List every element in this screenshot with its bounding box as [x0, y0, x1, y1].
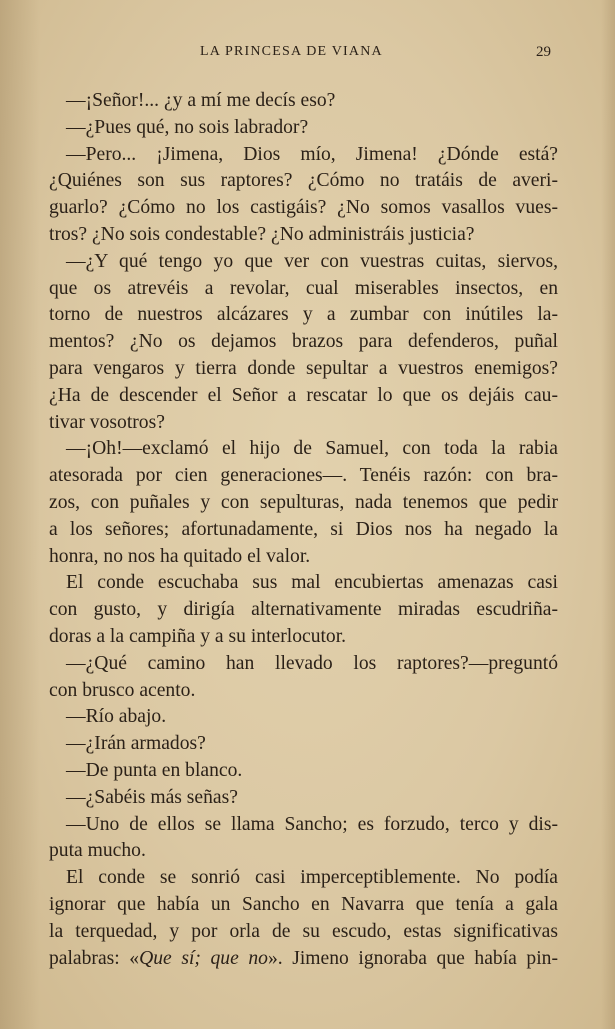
body-text [49, 88, 558, 972]
italic-quote: Que sí; que no [139, 947, 268, 969]
page-gutter-shadow [0, 0, 40, 1029]
text-line: tros? ¿No sois condestable? ¿No administráis justicia? [49, 223, 475, 245]
text-line: a los señores; afortunadamente, si Dios nos ha negado la [49, 518, 558, 540]
text-segment: palabras: « [49, 947, 140, 969]
text-segment: ». Jimeno ignoraba que había pin- [267, 947, 558, 969]
text-line: que os atrevéis a revolar, cual miserables insectos, en [49, 277, 558, 299]
text-line: —Río abajo. [66, 706, 167, 728]
text-line: tivar vosotros? [49, 411, 165, 433]
text-line: —¿Pues qué, no sois labrador? [66, 116, 309, 138]
text-line: ¿Quiénes son sus raptores? ¿Cómo no tratáis de averi- [49, 170, 558, 192]
text-line: puta mucho. [49, 840, 146, 862]
text-line: doras a la campiña y a su interlocutor. [49, 625, 347, 647]
text-line: El conde escuchaba sus mal encubiertas amenazas casi [66, 572, 558, 594]
running-header [0, 44, 615, 64]
text-line: —¿Y qué tengo yo que ver con vuestras cuitas, siervos, [66, 250, 558, 272]
text-line: —¡Señor!... ¿y a mí me decís eso? [66, 90, 336, 111]
text-line: honra, no nos ha quitado el valor. [49, 545, 311, 567]
text-line: El conde se sonrió casi imperceptiblemente. No podía [66, 867, 558, 889]
text-line: para vengaros y tierra donde sepultar a vuestros enemigos? [49, 357, 558, 379]
text-line: zos, con puñales y con sepulturas, nada tenemos que pedir [49, 491, 558, 513]
text-line-final [49, 946, 558, 973]
text-line: —¿Sabéis más señas? [66, 786, 238, 808]
page-edge-shadow [601, 0, 615, 1029]
text-line: ignorar que había un Sancho en Navarra que tenía a gala [49, 893, 558, 915]
text-line: atesorada por cien generaciones—. Tenéis razón: con bra- [49, 465, 558, 487]
page-number: 29 [536, 44, 551, 60]
text-line: —Uno de ellos se llama Sancho; es forzudo, terco y dis- [66, 813, 558, 835]
text-line: con brusco acento. [49, 679, 196, 701]
text-line: guarlo? ¿Cómo no los castigáis? ¿No somos vasallos vues- [49, 197, 558, 219]
text-line: ¿Ha de descender el Señor a rescatar lo que os dejáis cau- [49, 384, 558, 406]
text-line: —De punta en blanco. [66, 759, 243, 781]
text-line: —¡Oh!—exclamó el hijo de Samuel, con toda la rabia [66, 438, 558, 460]
text-line: la terquedad, y por orla de su escudo, estas significativas [49, 920, 558, 942]
text-line: —¿Irán armados? [66, 733, 206, 755]
text-line: —¿Qué camino han llevado los raptores?—preguntó [66, 652, 558, 674]
running-title: LA PRINCESA DE VIANA [200, 44, 383, 59]
text-line: torno de nuestros alcázares y a zumbar con inútiles la- [49, 304, 558, 326]
text-line: con gusto, y dirigía alternativamente miradas escudriña- [49, 599, 558, 621]
text-line: mentos? ¿No os dejamos brazos para defenderos, puñal [49, 331, 558, 353]
text-line: —Pero... ¡Jimena, Dios mío, Jimena! ¿Dónde está? [66, 143, 558, 165]
